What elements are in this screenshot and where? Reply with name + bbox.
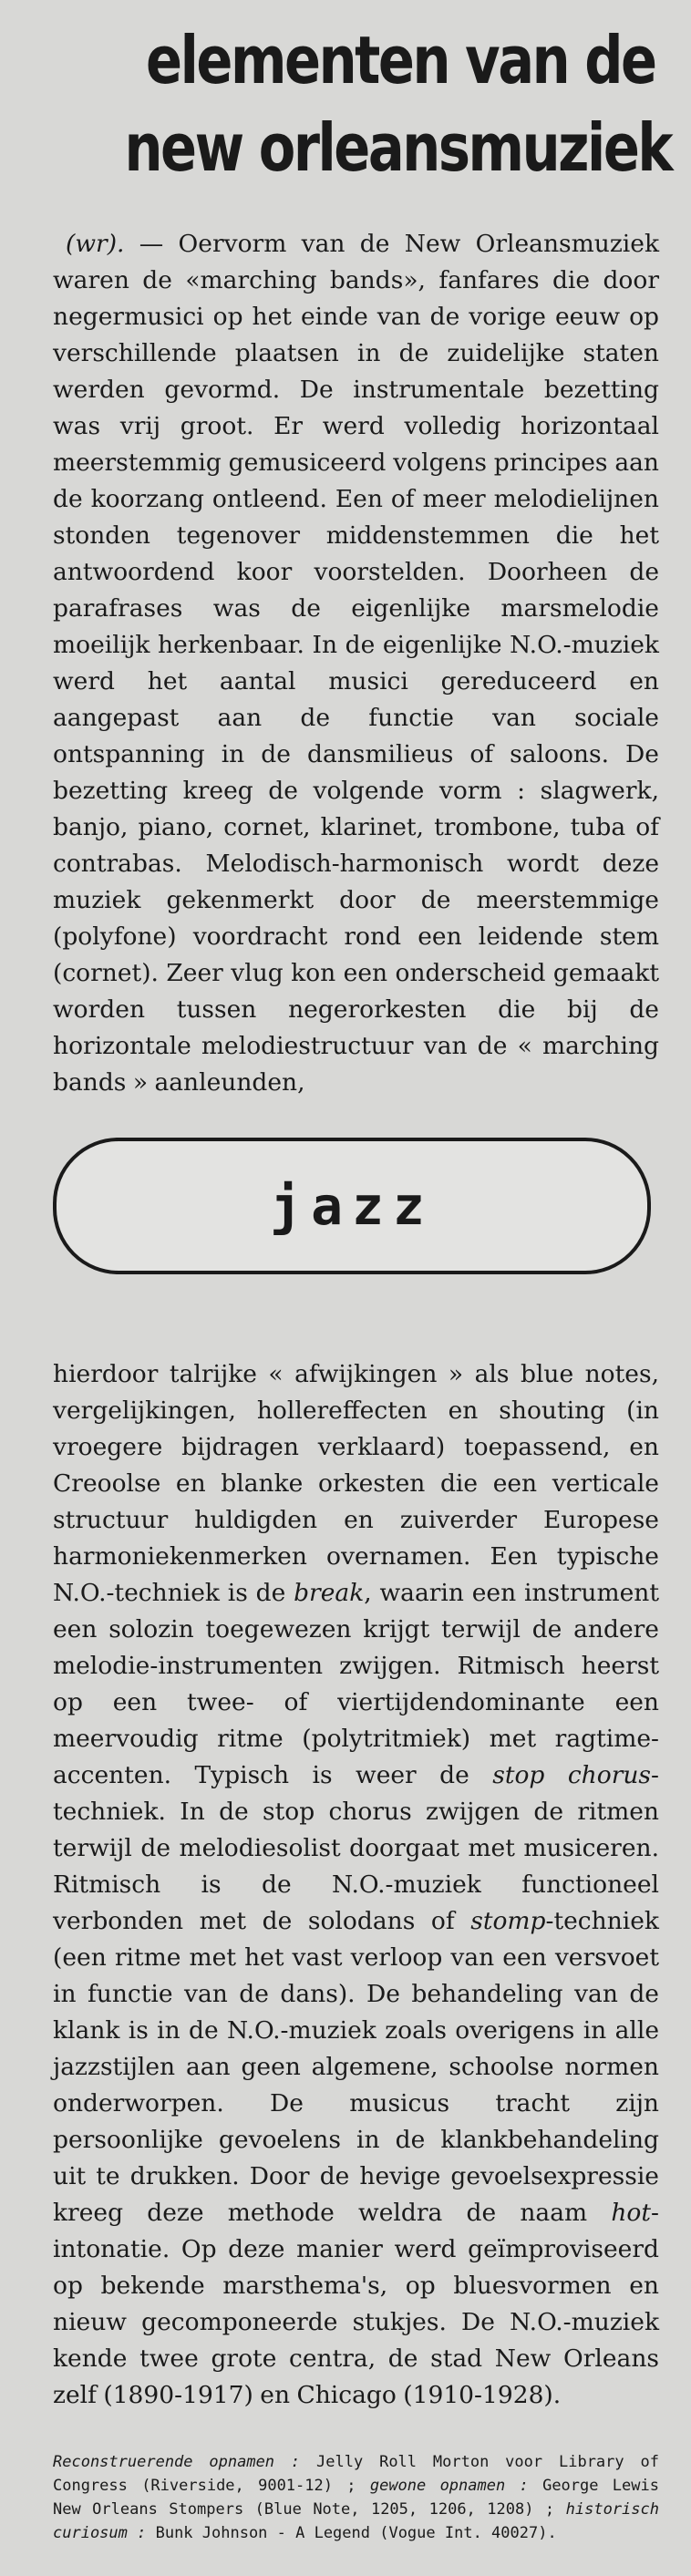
term-break: break (294, 1579, 365, 1607)
intro-text: — Oervorm van de New Orleansmuziek waren de «marching bands», fanfares die door negermusici op het einde van de vorige eeuw op verschillende plaatsen in de zuidelijke staten werden gevormd. De instrumentale bezetting was vrij groot. Er werd volledig horizontaal meerstemmig gemusiceerd volgens principes aan de koorzang ontleend. Een of meer melodielijnen stonden tegenover middenstemmen die het antwoordend koor voorstelden. Doorheen de parafrases was de eigenlijke marsmelodie moeilijk herkenbaar. In de eigenlijke N.O.-muziek werd het aantal musici gereduceerd en aangepast aan de functie van sociale ontspanning in de dansmilieus of saloons. De bezetting kreeg de volgende vorm : slagwerk, banjo, piano, cornet, klarinet, trombone, tuba of contrabas. Melodisch-harmonisch wordt deze muziek gekenmerkt door de meerstemmige (polyfone) voordracht rond een leidende stem (cornet). Zeer vlug kon een onderscheid gemaakt worden tussen negerorkesten die bij de horizontale melodiestructuur van de « marching bands » aanleunden, (53, 230, 659, 1097)
term-stomp: stomp (470, 1907, 546, 1935)
body-text-2: , waarin een instrument een solozin toegewezen krijgt terwijl de andere melodie-instrumenten zwijgen. Ritmisch heerst op een twee- of viertijdendominante een meervoudig ritme (polytritmiek) met ragtime-accenten. Typisch is weer de (53, 1579, 660, 1789)
recordings-text-3: Bunk Johnson - A Legend (Vogue Int. 40027). (146, 2524, 557, 2542)
article-column-top (53, 226, 659, 1101)
body-paragraph (53, 1356, 659, 2414)
headline-line-1: elementen van de (146, 22, 655, 98)
body-text-3: -techniek. In de stop chorus zwijgen de ritmen terwijl de melodiesolist doorgaat met musiceren. Ritmisch is de N.O.-muziek functioneel verbonden met de solodans of (53, 1761, 659, 1935)
author-initials: (wr). (66, 230, 125, 258)
headline (124, 16, 691, 191)
article-column-bottom (53, 1356, 659, 2414)
body-text-4: -techniek (een ritme met het vast verloop van een versvoet in functie van de dans). De behandeling van de klank is in de N.O.-muziek zoals overigens in alle jazzstijlen aan geen algemene, schoolse normen onderworpen. De musicus tracht zijn persoonlijke gevoelens in de klankbehandeling uit te drukken. Door de hevige gevoelsexpressie kreeg deze methode weldra de naam (53, 1907, 659, 2227)
term-hot: hot (611, 2199, 652, 2227)
recordings-label-1: Reconstruerende opnamen : (53, 2453, 301, 2471)
recordings-label-3: historisch curiosum : (53, 2500, 659, 2542)
intro-paragraph (53, 226, 659, 1101)
headline-line-2: new orleansmuziek (124, 109, 672, 186)
body-text-5: -intonatie. Op deze manier werd geïmproviseerd op bekende marsthema's, op bluesvormen en nieuw gecomponeerde stukjes. De N.O.-muziek kende twee grote centra, de stad New Orleans zelf (1890-1917) en Chicago (1910-1928). (53, 2199, 659, 2409)
term-stop-chorus: stop chorus (492, 1761, 652, 1789)
recordings-label-2: gewone opnamen : (369, 2477, 529, 2495)
recordings-note (53, 2450, 659, 2545)
jazz-logo-text: jazz (270, 1175, 434, 1237)
recordings-text-1: Jelly Roll Morton voor Library of Congress (Riverside, 9001-12) ; (53, 2453, 659, 2495)
recordings-text-2: George Lewis New Orleans Stompers (Blue Note, 1205, 1206, 1208) ; (53, 2477, 659, 2519)
jazz-section-logo (53, 1138, 651, 1274)
body-text-1: hierdoor talrijke « afwijkingen » als blue notes, vergelijkingen, hollereffecten en shouting (in vroegere bijdragen verklaard) toepassend, en Creoolse en blanke orkesten die een verticale structuur huldigden en zuiverder Europese harmoniekenmerken overnamen. Een typische N.O.-techniek is de (53, 1360, 659, 1607)
